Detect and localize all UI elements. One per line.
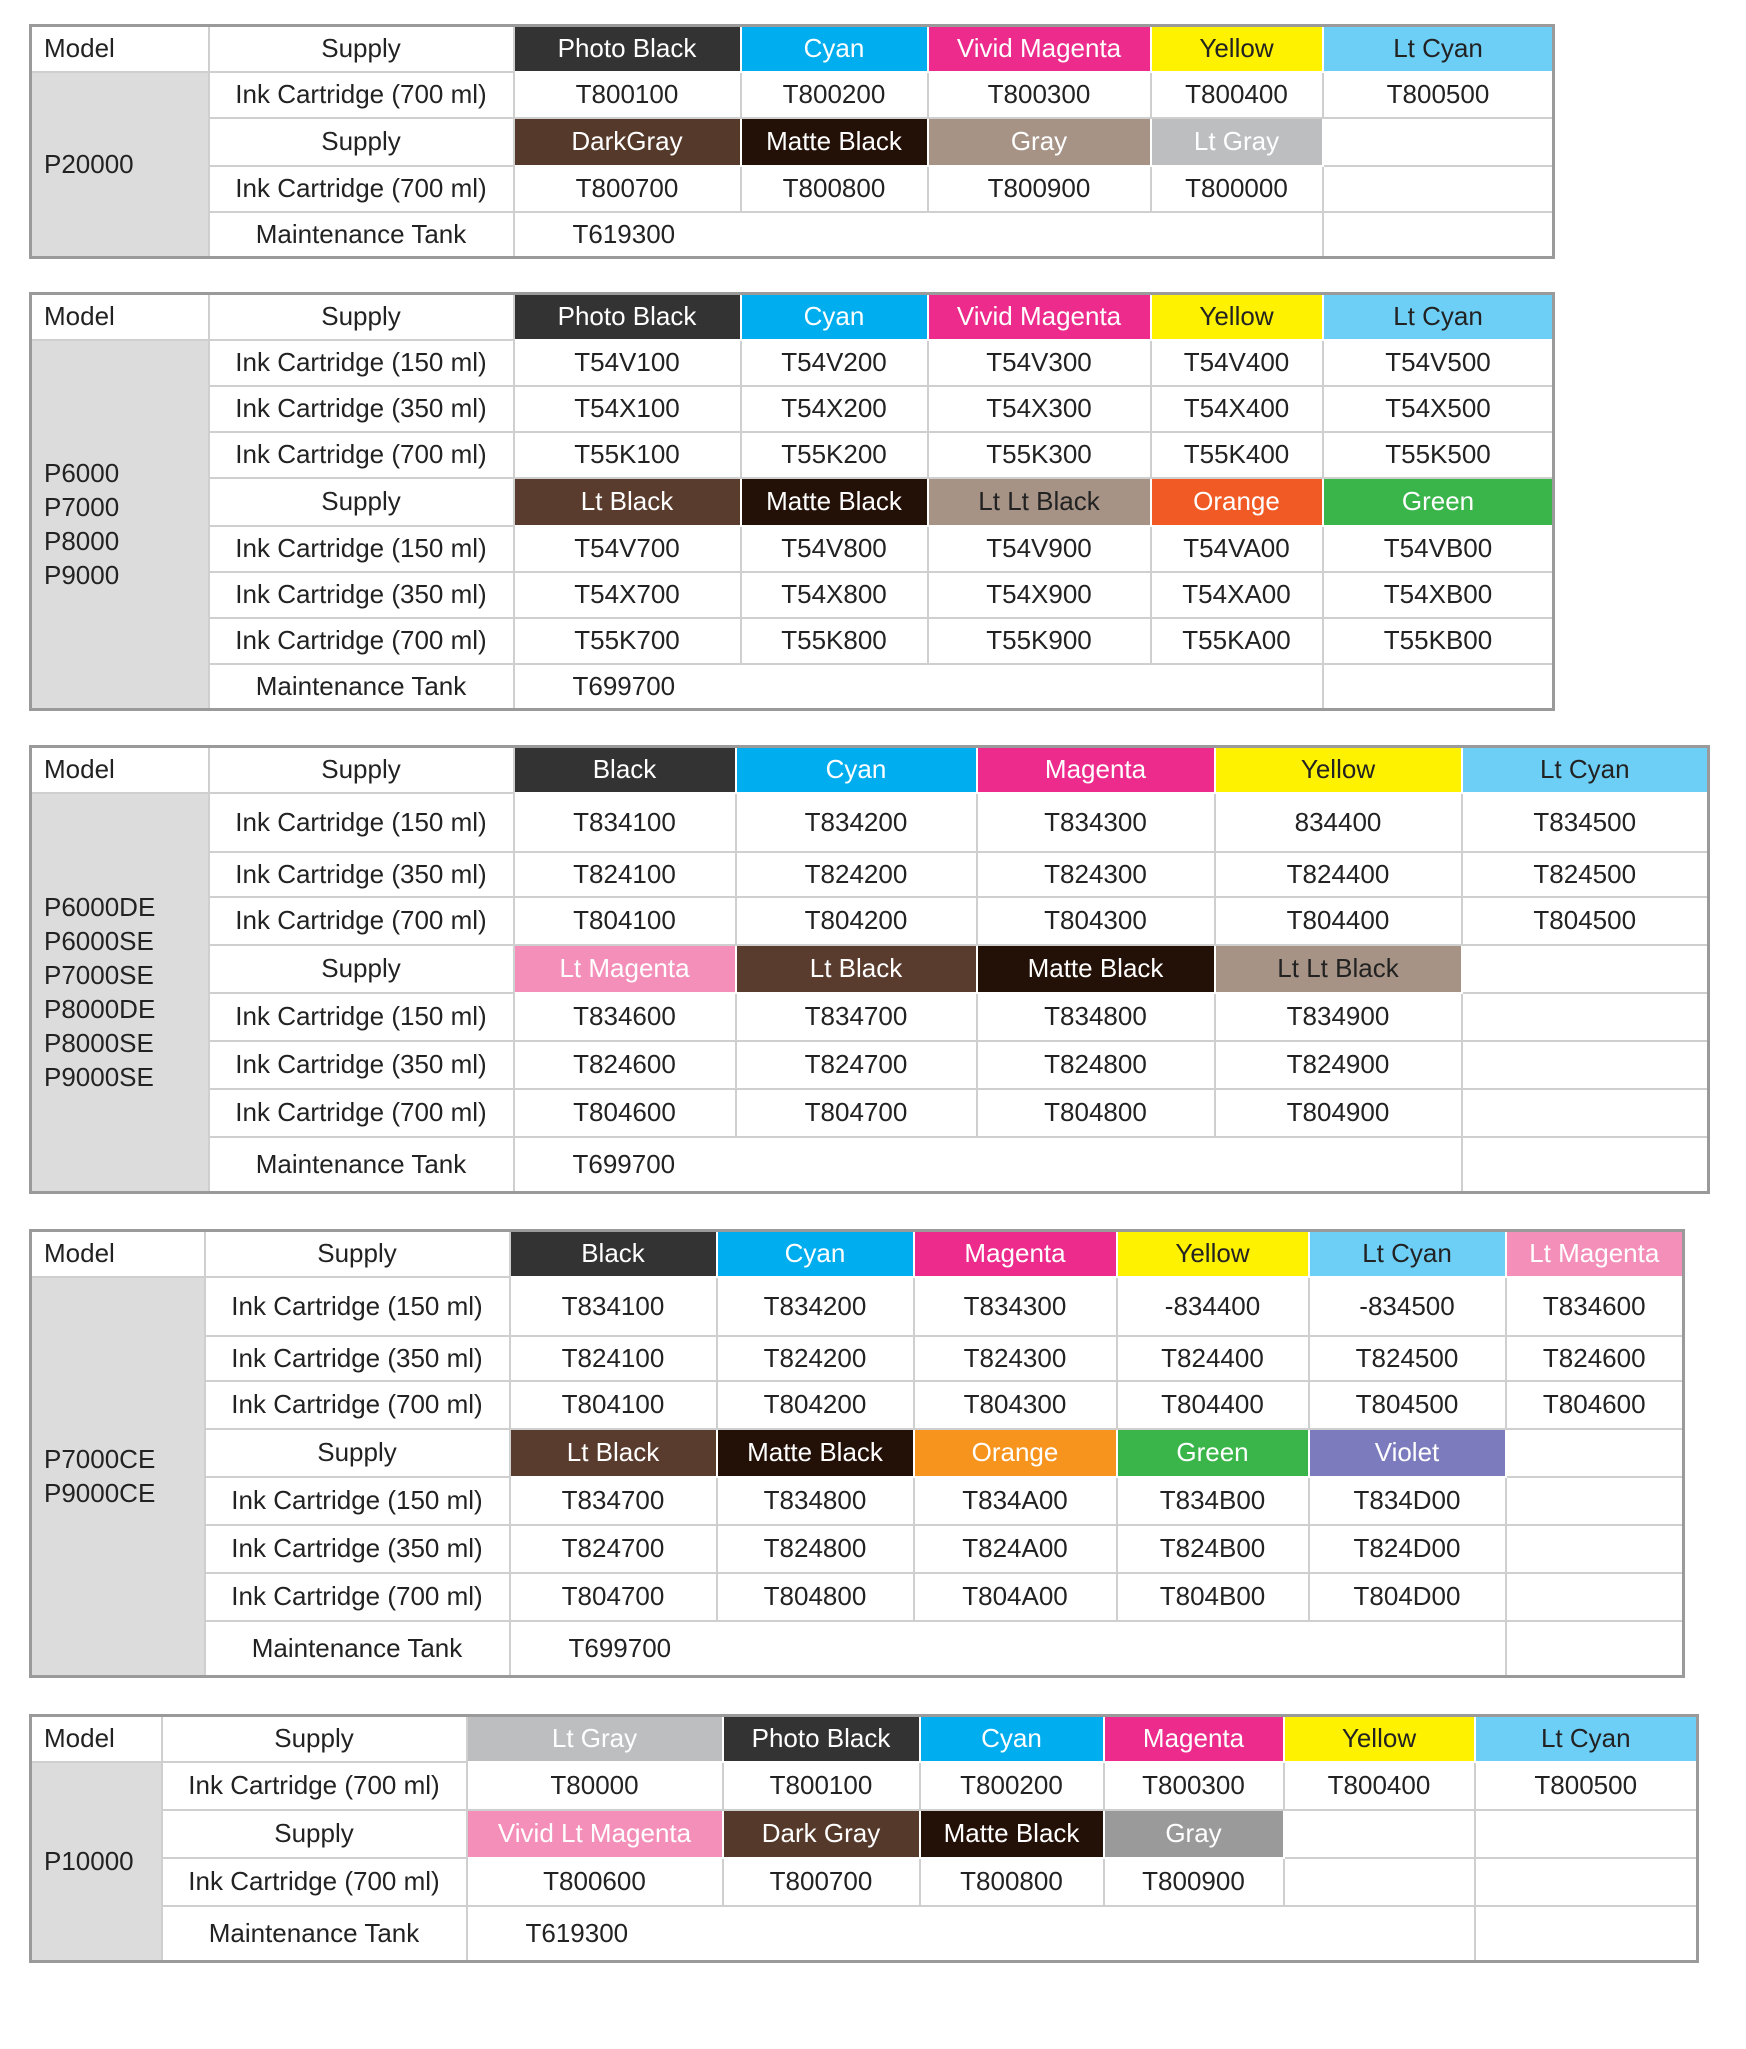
part-number: T54V200: [741, 340, 928, 386]
maintenance-tank-number: T699700: [514, 1137, 1215, 1193]
ink-color-swatch: DarkGray: [514, 118, 741, 166]
ink-color-swatch: Lt Gray: [1151, 118, 1323, 166]
ink-color-swatch: Magenta: [1104, 1716, 1284, 1762]
item-label: Ink Cartridge (700 ml): [162, 1762, 467, 1810]
ink-color-swatch: Violet: [1309, 1429, 1506, 1477]
part-number: T834500: [1462, 793, 1709, 852]
empty-cell: [1475, 1810, 1698, 1858]
table-row: [31, 1041, 1709, 1089]
part-number: [1462, 993, 1709, 1041]
item-label: Maintenance Tank: [209, 664, 514, 710]
item-label: Maintenance Tank: [209, 1137, 514, 1193]
part-number: T800700: [723, 1858, 920, 1906]
part-number: T804B00: [1117, 1573, 1309, 1621]
part-number: T54X200: [741, 386, 928, 432]
ink-color-swatch: Magenta: [914, 1231, 1117, 1277]
part-number: T800400: [1284, 1762, 1475, 1810]
part-number: T834D00: [1309, 1477, 1506, 1525]
part-number: T54VA00: [1151, 526, 1323, 572]
part-number: T800400: [1151, 72, 1323, 118]
table-row: [31, 432, 1554, 478]
part-number: T824300: [914, 1336, 1117, 1381]
ink-color-swatch: Cyan: [741, 26, 928, 72]
ink-color-swatch: Matte Black: [920, 1810, 1104, 1858]
ink-color-swatch: Black: [514, 747, 736, 793]
part-number: T804200: [717, 1381, 914, 1429]
table-row: [31, 72, 1554, 118]
model-header: Model: [31, 747, 209, 793]
part-number: T800100: [514, 72, 741, 118]
part-number: T55KB00: [1323, 618, 1554, 664]
empty-cell: [1284, 1906, 1475, 1962]
part-number: T804700: [736, 1089, 977, 1137]
part-number: T55K200: [741, 432, 928, 478]
empty-cell: [1151, 664, 1323, 710]
supply-header-row: [31, 118, 1554, 166]
part-number: T54V900: [928, 526, 1151, 572]
part-number: T804D00: [1309, 1573, 1506, 1621]
empty-cell: [1506, 1429, 1684, 1477]
table-row: [31, 897, 1709, 945]
table-row: [31, 166, 1554, 212]
supply-header-row: [31, 1716, 1698, 1762]
item-label: Ink Cartridge (350 ml): [209, 386, 514, 432]
part-number: T804A00: [914, 1573, 1117, 1621]
part-number: T54X800: [741, 572, 928, 618]
part-number: T804800: [717, 1573, 914, 1621]
empty-cell: [1309, 1621, 1506, 1677]
part-number: T54X100: [514, 386, 741, 432]
model-names: P7000CE P9000CE: [31, 1277, 205, 1677]
ink-color-swatch: Lt Cyan: [1323, 294, 1554, 340]
ink-color-swatch: Lt Cyan: [1323, 26, 1554, 72]
part-number: T800500: [1475, 1762, 1698, 1810]
item-label: Maintenance Tank: [209, 212, 514, 258]
part-number: T804300: [977, 897, 1215, 945]
ink-color-swatch: Matte Black: [977, 945, 1215, 993]
part-number: T54X300: [928, 386, 1151, 432]
empty-cell: [1323, 664, 1554, 710]
ink-color-swatch: Matte Black: [717, 1429, 914, 1477]
supply-header-row: [31, 478, 1554, 526]
part-number: T804800: [977, 1089, 1215, 1137]
part-number: T800500: [1323, 72, 1554, 118]
part-number: T834200: [736, 793, 977, 852]
ink-color-swatch: Matte Black: [741, 478, 928, 526]
table-row: [31, 1381, 1684, 1429]
empty-cell: [1215, 1137, 1462, 1193]
part-number: T824100: [510, 1336, 717, 1381]
part-number: T804500: [1309, 1381, 1506, 1429]
part-number: T834600: [1506, 1277, 1684, 1336]
ink-color-swatch: Matte Black: [741, 118, 928, 166]
part-number: T54V100: [514, 340, 741, 386]
part-number: T834700: [510, 1477, 717, 1525]
part-number: T834100: [510, 1277, 717, 1336]
ink-color-swatch: Yellow: [1284, 1716, 1475, 1762]
part-number: T54VB00: [1323, 526, 1554, 572]
part-number: T824700: [736, 1041, 977, 1089]
ink-color-swatch: Lt Magenta: [514, 945, 736, 993]
table-row: [31, 1762, 1698, 1810]
part-number: T824300: [977, 852, 1215, 897]
ink-color-swatch: Lt Magenta: [1506, 1231, 1684, 1277]
table-row: [31, 993, 1709, 1041]
table-row: [31, 386, 1554, 432]
item-label: Ink Cartridge (150 ml): [205, 1277, 510, 1336]
part-number: T824100: [514, 852, 736, 897]
empty-cell: [1151, 212, 1323, 258]
supply-header-row: [31, 294, 1554, 340]
item-label: Ink Cartridge (700 ml): [209, 166, 514, 212]
table-row: [31, 1525, 1684, 1573]
part-number: T800700: [514, 166, 741, 212]
item-label: Ink Cartridge (350 ml): [209, 1041, 514, 1089]
part-number: T54V700: [514, 526, 741, 572]
ink-color-swatch: Lt Black: [510, 1429, 717, 1477]
ink-color-swatch: Dark Gray: [723, 1810, 920, 1858]
part-number: T800800: [920, 1858, 1104, 1906]
ink-color-swatch: Cyan: [736, 747, 977, 793]
ink-color-swatch: Black: [510, 1231, 717, 1277]
ink-color-swatch: Green: [1117, 1429, 1309, 1477]
part-number: T824600: [514, 1041, 736, 1089]
ink-color-swatch: Photo Black: [723, 1716, 920, 1762]
table-row: [31, 1573, 1684, 1621]
item-label: Ink Cartridge (350 ml): [209, 572, 514, 618]
empty-cell: [1323, 118, 1554, 166]
ink-color-swatch: Vivid Magenta: [928, 294, 1151, 340]
part-number: T54XA00: [1151, 572, 1323, 618]
part-number: T824800: [977, 1041, 1215, 1089]
part-number: T834900: [1215, 993, 1462, 1041]
part-number: T800600: [467, 1858, 723, 1906]
table-row: [31, 852, 1709, 897]
part-number: -834500: [1309, 1277, 1506, 1336]
supply-table: [29, 745, 1710, 1194]
table-row: [31, 1858, 1698, 1906]
part-number: T824900: [1215, 1041, 1462, 1089]
part-number: T804100: [510, 1381, 717, 1429]
part-number: T804400: [1117, 1381, 1309, 1429]
item-label: Maintenance Tank: [205, 1621, 510, 1677]
part-number: T804100: [514, 897, 736, 945]
part-number: [1475, 1858, 1698, 1906]
part-number: T800900: [928, 166, 1151, 212]
part-number: T55K100: [514, 432, 741, 478]
part-number: T54V800: [741, 526, 928, 572]
table-row: [31, 572, 1554, 618]
part-number: T55K400: [1151, 432, 1323, 478]
model-header: Model: [31, 1716, 162, 1762]
model-header: Model: [31, 294, 209, 340]
part-number: T834B00: [1117, 1477, 1309, 1525]
maintenance-row: [31, 1621, 1684, 1677]
part-number: [1506, 1573, 1684, 1621]
table-row: [31, 1477, 1684, 1525]
item-label: Ink Cartridge (350 ml): [205, 1336, 510, 1381]
part-number: T800200: [920, 1762, 1104, 1810]
ink-color-swatch: Green: [1323, 478, 1554, 526]
item-label: Ink Cartridge (150 ml): [209, 526, 514, 572]
part-number: [1506, 1525, 1684, 1573]
part-number: T804600: [1506, 1381, 1684, 1429]
empty-cell: [1462, 945, 1709, 993]
empty-cell: [1475, 1906, 1698, 1962]
part-number: T55KA00: [1151, 618, 1323, 664]
item-label: Ink Cartridge (150 ml): [209, 993, 514, 1041]
model-names: P6000DE P6000SE P7000SE P8000DE P8000SE P9000SE: [31, 793, 209, 1193]
part-number: T824B00: [1117, 1525, 1309, 1573]
part-number: T55K800: [741, 618, 928, 664]
supply-header-row: [31, 945, 1709, 993]
supply-label: Supply: [209, 945, 514, 993]
maintenance-tank-number: T699700: [510, 1621, 1309, 1677]
part-number: T54X500: [1323, 386, 1554, 432]
item-label: Ink Cartridge (700 ml): [209, 432, 514, 478]
part-number: T834300: [914, 1277, 1117, 1336]
maintenance-tank-number: T619300: [467, 1906, 1284, 1962]
part-number: [1462, 1041, 1709, 1089]
table-row: [31, 1277, 1684, 1336]
part-number: [1323, 166, 1554, 212]
model-header: Model: [31, 1231, 205, 1277]
ink-color-swatch: Yellow: [1215, 747, 1462, 793]
maintenance-row: [31, 212, 1554, 258]
part-number: T834300: [977, 793, 1215, 852]
part-number: T800300: [1104, 1762, 1284, 1810]
part-number: T834700: [736, 993, 977, 1041]
part-number: T824400: [1215, 852, 1462, 897]
ink-color-swatch: Lt Cyan: [1475, 1716, 1698, 1762]
part-number: T800000: [1151, 166, 1323, 212]
ink-color-swatch: Yellow: [1151, 294, 1323, 340]
empty-cell: [1284, 1810, 1475, 1858]
part-number: T824400: [1117, 1336, 1309, 1381]
ink-color-swatch: Yellow: [1117, 1231, 1309, 1277]
part-number: T54X400: [1151, 386, 1323, 432]
part-number: T55K500: [1323, 432, 1554, 478]
part-number: T824700: [510, 1525, 717, 1573]
supply-header-row: [31, 1231, 1684, 1277]
item-label: Ink Cartridge (350 ml): [205, 1525, 510, 1573]
empty-cell: [1506, 1621, 1684, 1677]
part-number: [1506, 1477, 1684, 1525]
ink-color-swatch: Lt Lt Black: [928, 478, 1151, 526]
part-number: T80000: [467, 1762, 723, 1810]
model-names: P6000 P7000 P8000 P9000: [31, 340, 209, 710]
part-number: T824D00: [1309, 1525, 1506, 1573]
supply-table: [29, 1229, 1685, 1678]
part-number: T55K700: [514, 618, 741, 664]
table-row: [31, 1336, 1684, 1381]
part-number: T834800: [977, 993, 1215, 1041]
table-row: [31, 340, 1554, 386]
ink-color-swatch: Lt Black: [736, 945, 977, 993]
supply-table: [29, 1714, 1699, 1963]
item-label: Ink Cartridge (700 ml): [209, 897, 514, 945]
part-number: T824600: [1506, 1336, 1684, 1381]
part-number: T800200: [741, 72, 928, 118]
item-label: Maintenance Tank: [162, 1906, 467, 1962]
part-number: T834600: [514, 993, 736, 1041]
part-number: T55K300: [928, 432, 1151, 478]
part-number: T804600: [514, 1089, 736, 1137]
part-number: T824500: [1462, 852, 1709, 897]
ink-color-swatch: Gray: [1104, 1810, 1284, 1858]
part-number: T824A00: [914, 1525, 1117, 1573]
part-number: [1462, 1089, 1709, 1137]
ink-color-swatch: Cyan: [717, 1231, 914, 1277]
supply-label: Supply: [205, 1231, 510, 1277]
part-number: -834400: [1117, 1277, 1309, 1336]
item-label: Ink Cartridge (700 ml): [205, 1573, 510, 1621]
maintenance-row: [31, 1137, 1709, 1193]
part-number: [1284, 1858, 1475, 1906]
supply-label: Supply: [162, 1716, 467, 1762]
part-number: T800800: [741, 166, 928, 212]
ink-color-swatch: Cyan: [741, 294, 928, 340]
ink-color-swatch: Photo Black: [514, 294, 741, 340]
item-label: Ink Cartridge (700 ml): [209, 72, 514, 118]
part-number: T54X900: [928, 572, 1151, 618]
model-names: P10000: [31, 1762, 162, 1962]
supply-label: Supply: [209, 747, 514, 793]
item-label: Ink Cartridge (700 ml): [162, 1858, 467, 1906]
part-number: T824500: [1309, 1336, 1506, 1381]
supply-label: Supply: [209, 26, 514, 72]
empty-cell: [1462, 1137, 1709, 1193]
part-number: 834400: [1215, 793, 1462, 852]
ink-color-swatch: Orange: [1151, 478, 1323, 526]
part-number: T800900: [1104, 1858, 1284, 1906]
ink-color-swatch: Lt Cyan: [1462, 747, 1709, 793]
part-number: T54V500: [1323, 340, 1554, 386]
maintenance-tank-number: T619300: [514, 212, 1151, 258]
empty-cell: [1323, 212, 1554, 258]
table-row: [31, 618, 1554, 664]
part-number: T800100: [723, 1762, 920, 1810]
supply-header-row: [31, 26, 1554, 72]
ink-color-swatch: Gray: [928, 118, 1151, 166]
part-number: T834A00: [914, 1477, 1117, 1525]
supply-header-row: [31, 1429, 1684, 1477]
ink-color-swatch: Magenta: [977, 747, 1215, 793]
supply-label: Supply: [209, 118, 514, 166]
part-number: T804900: [1215, 1089, 1462, 1137]
supply-label: Supply: [205, 1429, 510, 1477]
ink-color-swatch: Lt Black: [514, 478, 741, 526]
ink-color-swatch: Lt Cyan: [1309, 1231, 1506, 1277]
table-row: [31, 526, 1554, 572]
ink-color-swatch: Cyan: [920, 1716, 1104, 1762]
item-label: Ink Cartridge (700 ml): [209, 1089, 514, 1137]
part-number: T54X700: [514, 572, 741, 618]
item-label: Ink Cartridge (150 ml): [209, 793, 514, 852]
ink-color-swatch: Photo Black: [514, 26, 741, 72]
part-number: T54V400: [1151, 340, 1323, 386]
supply-header-row: [31, 1810, 1698, 1858]
maintenance-tank-number: T699700: [514, 664, 1151, 710]
supply-table: [29, 292, 1555, 711]
item-label: Ink Cartridge (150 ml): [209, 340, 514, 386]
ink-color-swatch: Lt Lt Black: [1215, 945, 1462, 993]
item-label: Ink Cartridge (350 ml): [209, 852, 514, 897]
ink-color-swatch: Yellow: [1151, 26, 1323, 72]
part-number: T824200: [736, 852, 977, 897]
ink-color-swatch: Lt Gray: [467, 1716, 723, 1762]
part-number: T804300: [914, 1381, 1117, 1429]
supply-label: Supply: [209, 294, 514, 340]
supply-header-row: [31, 747, 1709, 793]
part-number: T800300: [928, 72, 1151, 118]
table-row: [31, 1089, 1709, 1137]
part-number: T804200: [736, 897, 977, 945]
model-header: Model: [31, 26, 209, 72]
model-names: P20000: [31, 72, 209, 258]
part-number: T804400: [1215, 897, 1462, 945]
part-number: T824800: [717, 1525, 914, 1573]
part-number: T834200: [717, 1277, 914, 1336]
item-label: Ink Cartridge (700 ml): [209, 618, 514, 664]
table-row: [31, 793, 1709, 852]
part-number: T804700: [510, 1573, 717, 1621]
part-number: T55K900: [928, 618, 1151, 664]
maintenance-row: [31, 1906, 1698, 1962]
part-number: T54XB00: [1323, 572, 1554, 618]
part-number: T834100: [514, 793, 736, 852]
part-number: T804500: [1462, 897, 1709, 945]
supply-label: Supply: [162, 1810, 467, 1858]
supply-label: Supply: [209, 478, 514, 526]
item-label: Ink Cartridge (700 ml): [205, 1381, 510, 1429]
part-number: T54V300: [928, 340, 1151, 386]
ink-color-swatch: Vivid Lt Magenta: [467, 1810, 723, 1858]
ink-color-swatch: Orange: [914, 1429, 1117, 1477]
ink-color-swatch: Vivid Magenta: [928, 26, 1151, 72]
item-label: Ink Cartridge (150 ml): [205, 1477, 510, 1525]
maintenance-row: [31, 664, 1554, 710]
part-number: T824200: [717, 1336, 914, 1381]
part-number: T834800: [717, 1477, 914, 1525]
supply-table: [29, 24, 1555, 259]
